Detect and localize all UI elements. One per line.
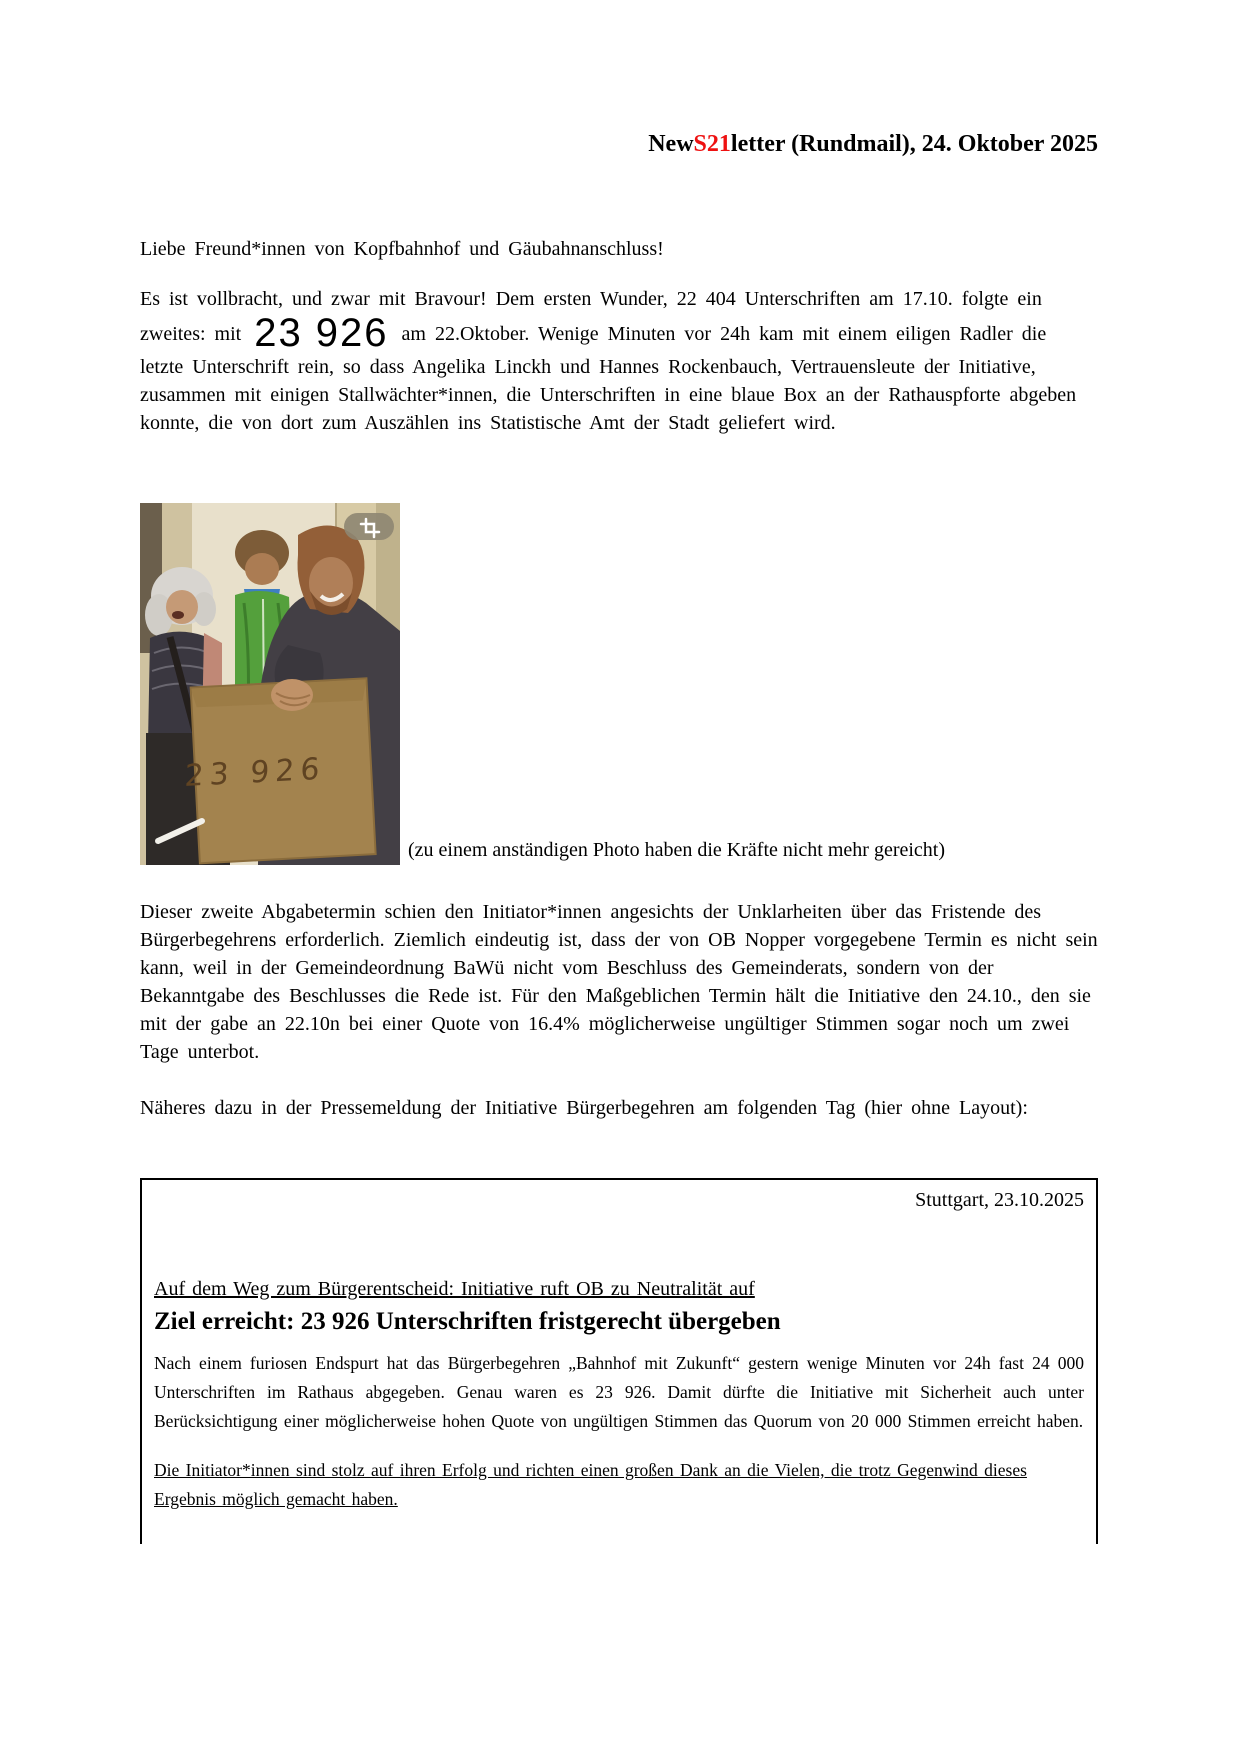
signature-count-large: 23 926 (254, 310, 389, 355)
press-release-box (140, 1178, 1098, 1544)
intro-text-after: am 22.Oktober. Wenige Minuten vor 24h kam mit einem eiligen Radler die letzte Unterschrift rein, so dass Angelika Linckh und Hannes Rockenbauch, Vertrauensleute der Initiative, zusammen mit einigen Stallwächter*innen, die Unterschriften in eine blaue Box an der Rathauspforte abgeben konnte, die von dort zum Auszählen ins Statistische Amt der Stadt geliefert wird. (140, 322, 1077, 434)
crop-icon (344, 513, 394, 540)
newsletter-title-prefix: New (648, 131, 694, 157)
photo-illustration (140, 503, 400, 865)
photo-caption: (zu einem anständigen Photo haben die Kräfte nicht mehr gereicht) (408, 838, 946, 861)
newsletter-title (140, 0, 1098, 159)
press-thanks: Die Initiator*innen sind stolz auf ihren Erfolg und richten einen großen Dank an die Vielen, die trotz Gegenwind dieses Ergebnis möglich gemacht haben. (154, 1459, 1027, 1509)
s21-highlight: S21 (693, 131, 731, 157)
greeting-text: Liebe Freund*innen von Kopfbahnhof und Gäubahnanschluss! (140, 237, 664, 260)
press-dateline: Stuttgart, 23.10.2025 (915, 1188, 1084, 1211)
intro-paragraph (140, 285, 1098, 437)
intro-text-before: Es ist vollbracht, und zwar mit Bravour! Dem ersten Wunder, 22 404 Unterschriften am 17.10. folgte ein zweites: mit (140, 287, 1042, 345)
press-headline: Ziel erreicht: 23 926 Unterschriften fristgerecht übergeben (154, 1307, 781, 1335)
hand (271, 679, 313, 711)
more-info-paragraph: Näheres dazu in der Pressemeldung der Initiative Bürgerbegehren am folgenden Tag (hier ohne Layout): (140, 1096, 1028, 1119)
press-kicker: Auf dem Weg zum Bürgerentscheid: Initiative ruft OB zu Neutralität auf (154, 1277, 755, 1300)
envelope (178, 678, 375, 864)
deadline-paragraph: Dieser zweite Abgabetermin schien den Initiator*innen angesichts der Unklarheiten über das Fristende des Bürgerbegehrens erforderlich. Ziemlich eindeutig ist, dass der von OB Nopper vorgegebene Termin es nicht sein kann, weil in der Gemeindeordnung BaWü nicht vom Beschluss des Gemeinderats, sondern von der Bekanntgabe des Beschlusses die Rede ist. Für den Maßgeblichen Termin hält die Initiative den 24.10., den sie mit der gabe an 22.10n bei einer Quote von 16.4% möglicherweise ungültiger Stimmen sogar noch um zwei Tage unterbot. (140, 900, 1098, 1063)
press-body: Nach einem furiosen Endspurt hat das Bürgerbegehren „Bahnhof mit Zukunft“ gestern wenige Minuten vor 24h fast 24 000 Unterschriften im Rathaus abgegeben. Genau waren es 23 926. Damit dürfte die Initiative mit Sicherheit auch unter Berücksichtigung einer möglicherweise hohen Quote von ungültigen Stimmen das Quorum von 20 000 Stimmen erreicht haben. (154, 1352, 1084, 1431)
newsletter-title-suffix: letter (Rundmail), 24. Oktober 2025 (730, 131, 1098, 157)
photo-row (140, 503, 1098, 865)
sign-number: 23 926 (183, 751, 327, 794)
